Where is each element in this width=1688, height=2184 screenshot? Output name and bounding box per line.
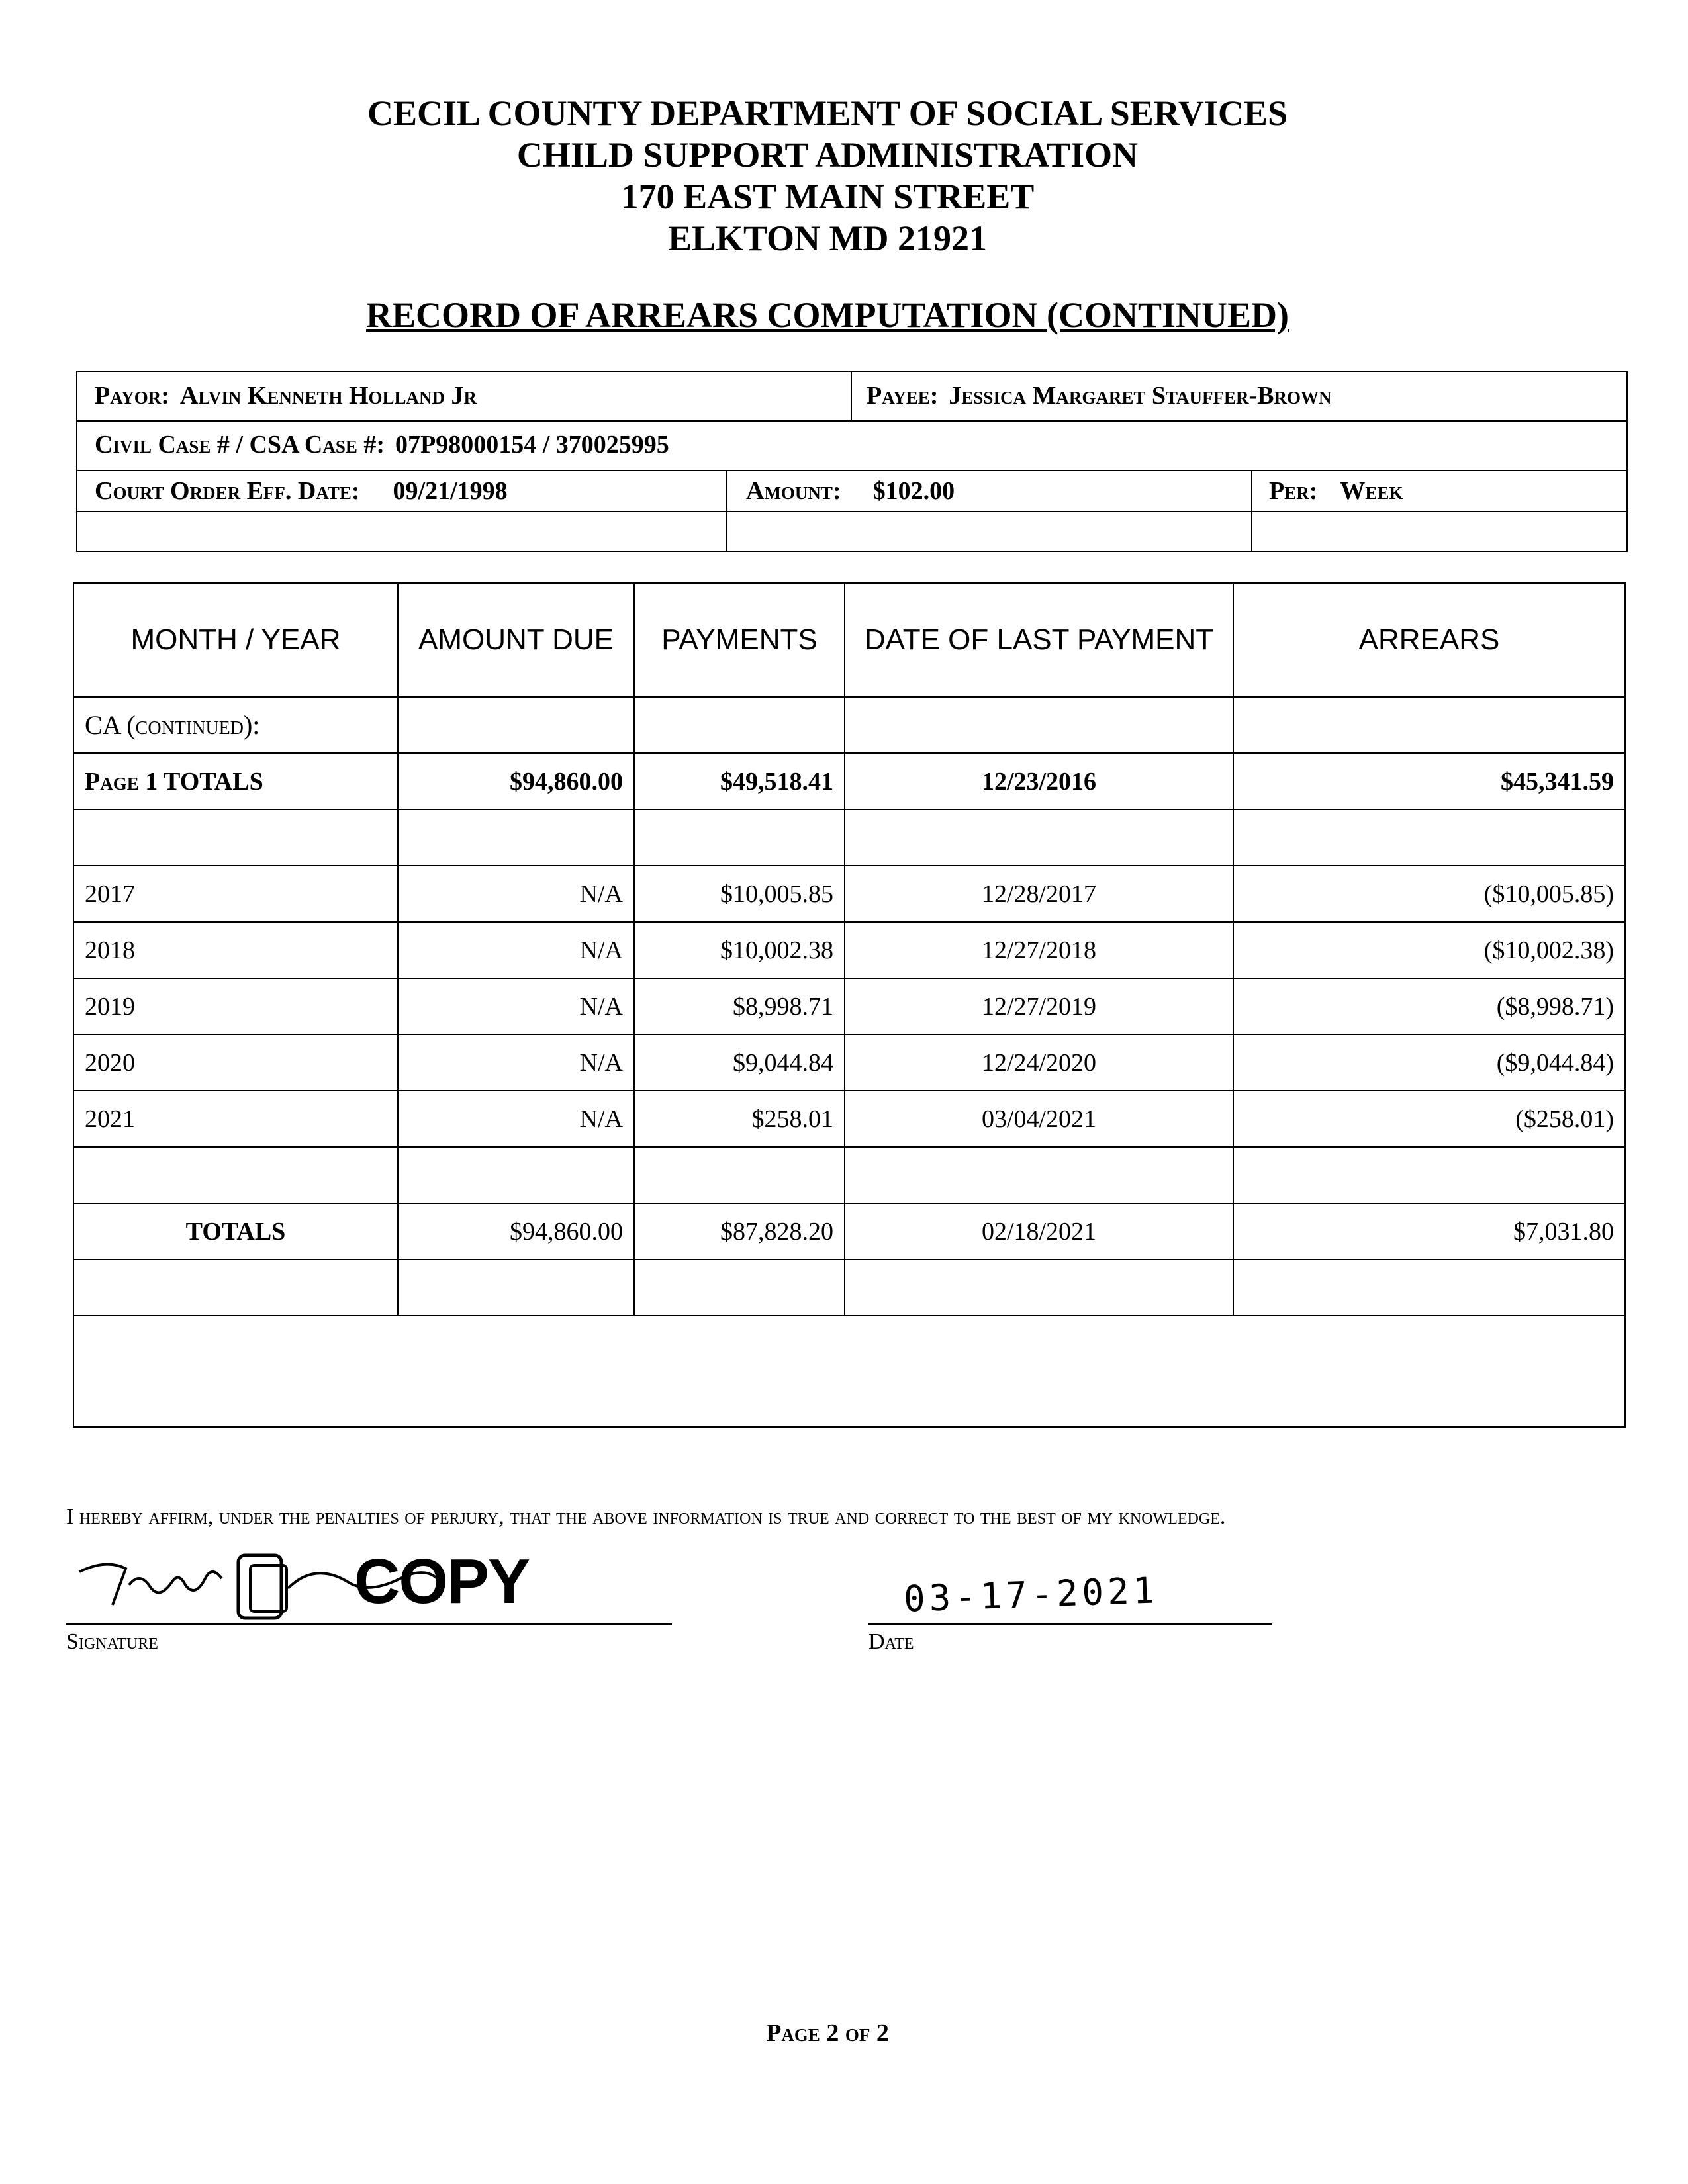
- last-payment-cell: 12/24/2020: [845, 1034, 1233, 1091]
- amount-field: [746, 477, 955, 506]
- agency-street: 170 EAST MAIN STREET: [620, 177, 1035, 216]
- order-date-field: [95, 477, 508, 506]
- last-payment-cell: 12/28/2017: [845, 866, 1233, 922]
- signature-image: [66, 1532, 609, 1625]
- payee-label: Payee:: [867, 382, 939, 410]
- totals-amount-due: $94,860.00: [398, 1203, 634, 1259]
- table-row: [73, 978, 1625, 1034]
- blank-row: [73, 809, 1625, 866]
- amount-value: $102.00: [872, 477, 955, 505]
- arrears-cell: ($10,005.85): [1233, 866, 1625, 922]
- table-header-row: [73, 583, 1625, 697]
- payor-value: Alvin Kenneth Holland Jr: [179, 382, 477, 410]
- amount-due-cell: N/A: [398, 866, 634, 922]
- notes-row: [73, 1316, 1625, 1427]
- page-number: Page 2 of 2: [766, 2019, 889, 2047]
- last-payment-cell: 12/27/2019: [845, 978, 1233, 1034]
- year-cell: 2021: [73, 1091, 398, 1147]
- column-header: DATE OF LAST PAYMENT: [845, 583, 1233, 697]
- per-label: Per:: [1269, 477, 1318, 505]
- order-date-label: Court Order Eff. Date:: [95, 477, 360, 505]
- case-number-field: [95, 430, 669, 459]
- section-label: CA (continued):: [73, 697, 398, 753]
- arrears-cell: ($9,044.84): [1233, 1034, 1625, 1091]
- page1-totals-label: Page 1 TOTALS: [73, 753, 398, 809]
- arrears-table: [73, 582, 1626, 1428]
- document-title: RECORD OF ARREARS COMPUTATION (CONTINUED): [365, 295, 1289, 335]
- amount-label: Amount:: [746, 477, 841, 505]
- payments-cell: $258.01: [634, 1091, 845, 1147]
- last-payment-cell: 03/04/2021: [845, 1091, 1233, 1147]
- column-header: PAYMENTS: [634, 583, 845, 697]
- order-date-value: 09/21/1998: [393, 477, 508, 505]
- arrears-cell: ($8,998.71): [1233, 978, 1625, 1034]
- table-row: [73, 866, 1625, 922]
- affirmation-text: I hereby affirm, under the penalties of perjury, that the above information is true and correct to the best of my knowledge.: [66, 1504, 1226, 1529]
- payments-cell: $8,998.71: [634, 978, 845, 1034]
- table-row: [73, 1091, 1625, 1147]
- date-label: Date: [868, 1629, 914, 1654]
- signature-line: [66, 1623, 672, 1625]
- blank-row: [73, 1259, 1625, 1316]
- blank-row: [73, 1147, 1625, 1203]
- case-number-value: 07P98000154 / 370025995: [395, 431, 669, 459]
- payments-cell: $10,005.85: [634, 866, 845, 922]
- year-cell: 2018: [73, 922, 398, 978]
- totals-arrears: $7,031.80: [1233, 1203, 1625, 1259]
- payee-field: [867, 381, 1331, 410]
- totals-payments: $87,828.20: [634, 1203, 845, 1259]
- amount-due-cell: N/A: [398, 922, 634, 978]
- column-header: MONTH / YEAR: [73, 583, 398, 697]
- page1-payments: $49,518.41: [634, 753, 845, 809]
- date-line: [868, 1623, 1272, 1625]
- totals-row: [73, 1203, 1625, 1259]
- column-header: ARREARS: [1233, 583, 1625, 697]
- payor-field: [95, 381, 477, 410]
- totals-last-payment: 02/18/2021: [845, 1203, 1233, 1259]
- arrears-cell: ($10,002.38): [1233, 922, 1625, 978]
- last-payment-cell: 12/27/2018: [845, 922, 1233, 978]
- amount-due-cell: N/A: [398, 978, 634, 1034]
- page1-totals-row: [73, 753, 1625, 809]
- payor-label: Payor:: [95, 382, 169, 410]
- agency-name: CECIL COUNTY DEPARTMENT OF SOCIAL SERVICES: [367, 93, 1288, 133]
- page1-arrears: $45,341.59: [1233, 753, 1625, 809]
- section-row: [73, 697, 1625, 753]
- page1-last-payment: 12/23/2016: [845, 753, 1233, 809]
- year-cell: 2020: [73, 1034, 398, 1091]
- per-value: Week: [1340, 477, 1403, 505]
- arrears-cell: ($258.01): [1233, 1091, 1625, 1147]
- handwritten-date: 03-17-2021: [903, 1569, 1160, 1620]
- table-row: [73, 922, 1625, 978]
- payments-cell: $10,002.38: [634, 922, 845, 978]
- table-row: [73, 1034, 1625, 1091]
- year-cell: 2019: [73, 978, 398, 1034]
- agency-city: ELKTON MD 21921: [667, 218, 988, 258]
- amount-due-cell: N/A: [398, 1034, 634, 1091]
- signature-label: Signature: [66, 1629, 158, 1654]
- case-number-label: Civil Case # / CSA Case #:: [95, 431, 385, 459]
- case-info-box: [76, 371, 1628, 552]
- payee-value: Jessica Margaret Stauffer-Brown: [949, 382, 1332, 410]
- page1-amount-due: $94,860.00: [398, 753, 634, 809]
- year-cell: 2017: [73, 866, 398, 922]
- totals-label: TOTALS: [73, 1203, 398, 1259]
- amount-due-cell: N/A: [398, 1091, 634, 1147]
- per-field: [1269, 477, 1403, 506]
- column-header: AMOUNT DUE: [398, 583, 634, 697]
- payments-cell: $9,044.84: [634, 1034, 845, 1091]
- copy-stamp: COPY: [354, 1546, 530, 1617]
- agency-division: CHILD SUPPORT ADMINISTRATION: [516, 135, 1139, 175]
